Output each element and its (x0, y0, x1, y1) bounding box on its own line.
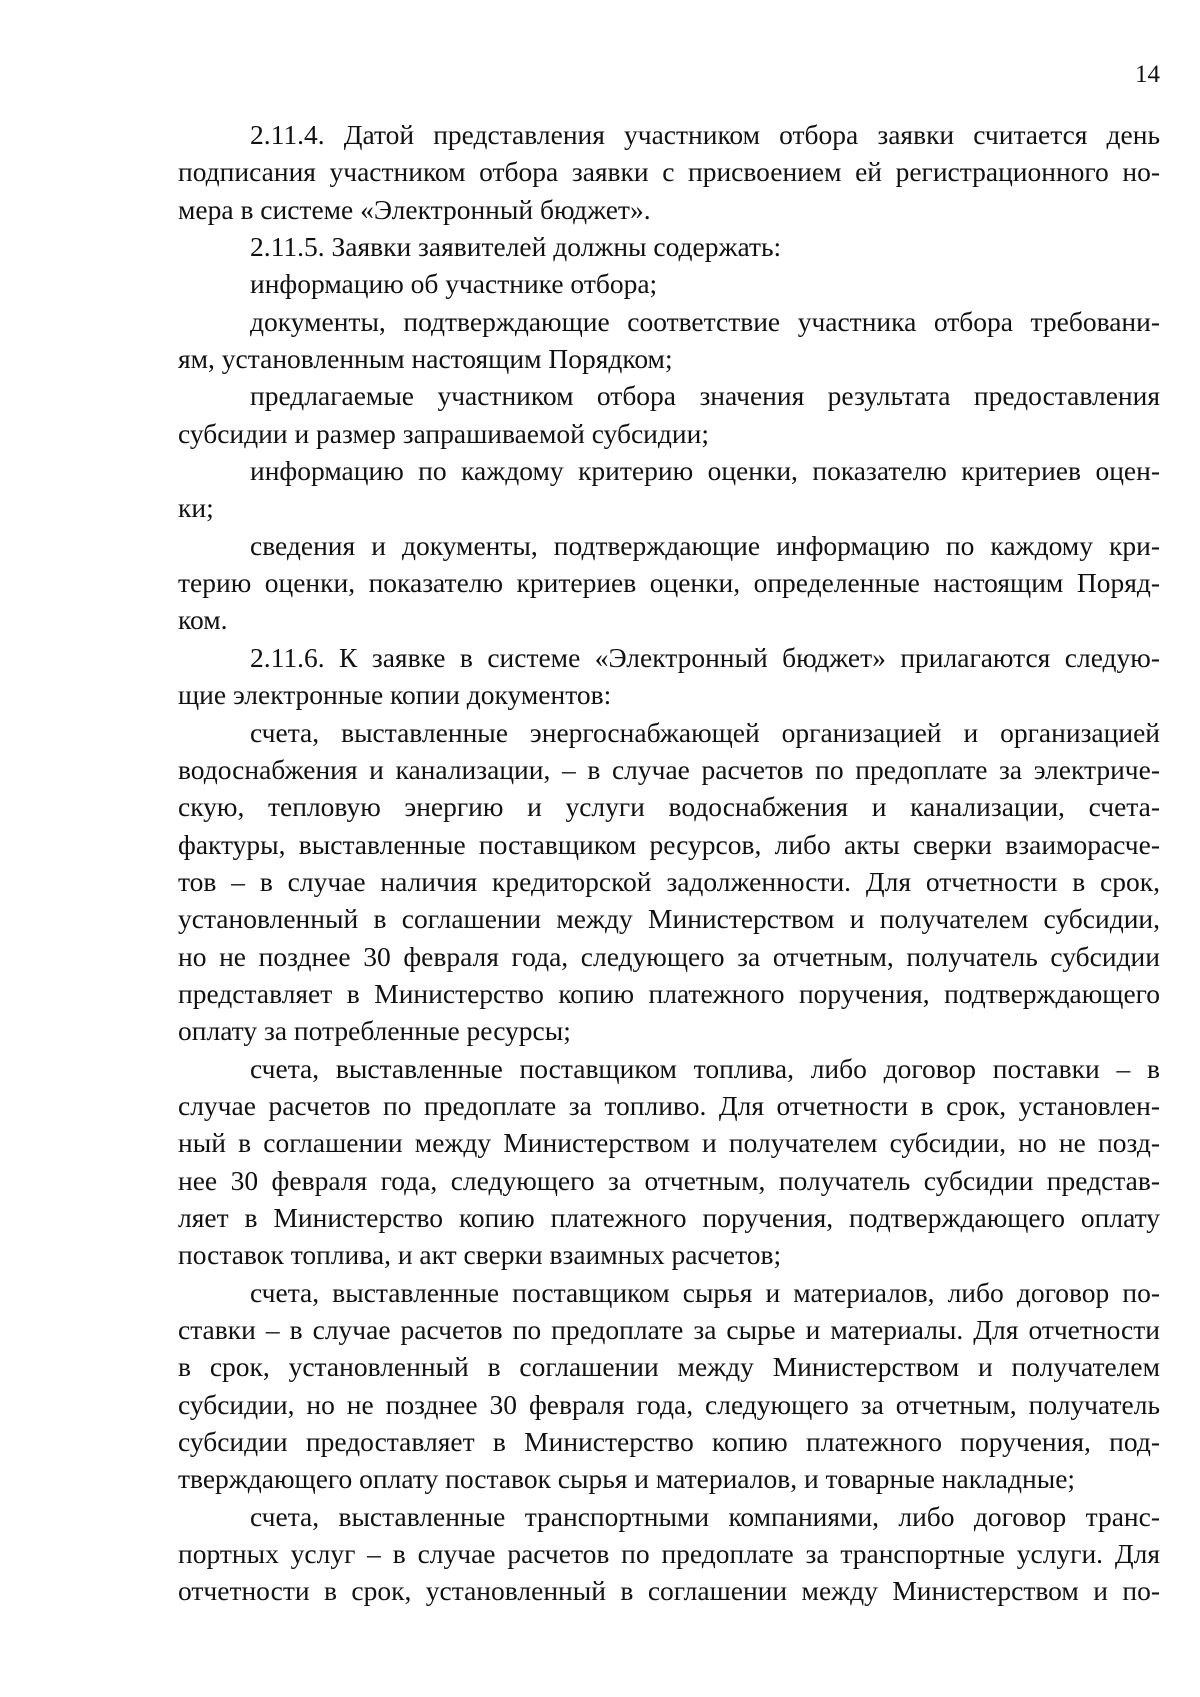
text-line: субсидии предоставляет в Министерство копию платежного поручения, под- (178, 1426, 1160, 1458)
text-line: но не позднее 30 февраля года, следующего за отчетным, получатель субсидии (178, 940, 1160, 972)
text-line: терию оценки, показателю критериев оценки, определенные настоящим Поряд- (178, 567, 1160, 599)
text-line: ком. (178, 604, 228, 636)
text-line: оплату за потребленные ресурсы; (178, 1015, 571, 1047)
text-line: счета, выставленные поставщиком топлива, либо договор поставки – в (250, 1052, 1160, 1084)
text-line: ный в соглашении между Министерством и получателем субсидии, но не позд- (178, 1127, 1160, 1159)
text-line: водоснабжения и канализации, – в случае расчетов по предоплате за электриче- (178, 753, 1160, 785)
text-line: ляет в Министерство копию платежного поручения, подтверждающего оплату (178, 1201, 1160, 1233)
text-line: 2.11.5. Заявки заявителей должны содержать: (250, 231, 782, 263)
text-line: щие электронные копии документов: (178, 679, 612, 711)
text-line: в срок, установленный в соглашении между Министерством и получателем (178, 1351, 1160, 1383)
text-line: мера в системе «Электронный бюджет». (178, 193, 651, 225)
text-line: счета, выставленные энергоснабжающей организацией и организацией (250, 716, 1160, 748)
text-line: ки; (178, 492, 214, 524)
text-line: тверждающего оплату поставок сырья и материалов, и товарные накладные; (178, 1463, 1076, 1495)
text-line: ям, установленным настоящим Порядком; (178, 343, 673, 375)
text-line: информацию по каждому критерию оценки, показателю критериев оцен- (250, 455, 1160, 487)
text-line: сведения и документы, подтверждающие информацию по каждому кри- (250, 529, 1160, 561)
page-number: 14 (1135, 61, 1160, 88)
text-line: представляет в Министерство копию платежного поручения, подтверждающего (178, 977, 1160, 1009)
text-line: ставки – в случае расчетов по предоплате за сырье и материалы. Для отчетности (178, 1314, 1160, 1345)
text-line: портных услуг – в случае расчетов по предоплате за транспортные услуги. Для (178, 1538, 1160, 1570)
text-line: подписания участником отбора заявки с присвоением ей регистрационного но- (178, 156, 1160, 188)
text-line: счета, выставленные поставщиком сырья и материалов, либо договор по- (250, 1276, 1160, 1308)
text-line: 2.11.6. К заявке в системе «Электронный бюджет» прилагаются следую- (250, 641, 1160, 673)
text-line: счета, выставленные транспортными компаниями, либо договор транс- (250, 1500, 1160, 1532)
text-line: поставок топлива, и акт сверки взаимных расчетов; (178, 1239, 782, 1271)
text-line: фактуры, выставленные поставщиком ресурсов, либо акты сверки взаиморасче- (178, 828, 1160, 860)
text-line: субсидии, но не позднее 30 февраля года, следующего за отчетным, получатель (178, 1388, 1160, 1420)
text-line: документы, подтверждающие соответствие участника отбора требовани- (250, 305, 1160, 337)
text-line: субсидии и размер запрашиваемой субсидии; (178, 417, 709, 449)
text-line: установленный в соглашении между Министерством и получателем субсидии, (178, 903, 1160, 935)
text-line: предлагаемые участником отбора значения результата предоставления (250, 380, 1160, 412)
text-line: нее 30 февраля года, следующего за отчетным, получатель субсидии представ- (178, 1164, 1160, 1196)
document-body (178, 116, 1160, 1610)
text-line: случае расчетов по предоплате за топливо. Для отчетности в срок, установлен- (178, 1089, 1160, 1121)
text-line: информацию об участнике отбора; (250, 268, 658, 300)
text-line: тов – в случае наличия кредиторской задолженности. Для отчетности в срок, (178, 865, 1160, 897)
text-line: отчетности в срок, установленный в соглашении между Министерством и по- (178, 1575, 1160, 1607)
text-line: скую, тепловую энергию и услуги водоснабжения и канализации, счета- (178, 791, 1160, 823)
text-line: 2.11.4. Датой представления участником отбора заявки считается день (250, 119, 1160, 150)
